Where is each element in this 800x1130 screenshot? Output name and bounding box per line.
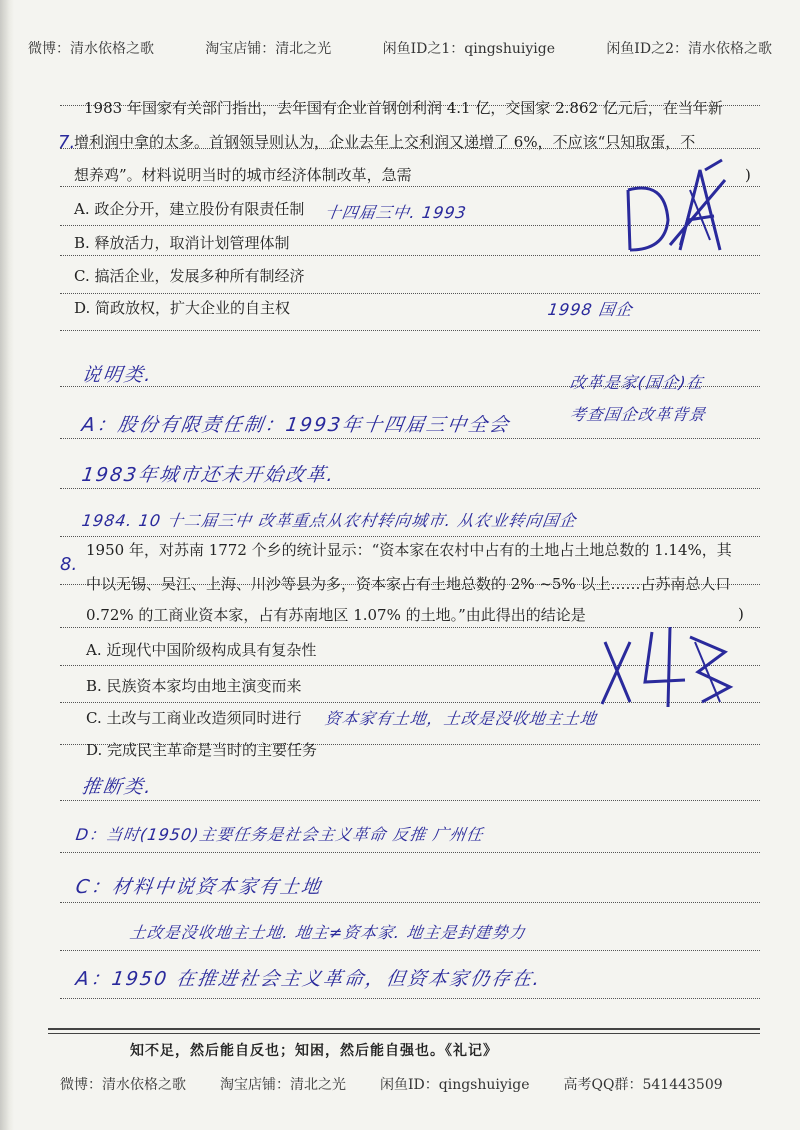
header-weibo: 微博：清水依格之歌 [28, 41, 154, 57]
answer-paren: ) [745, 166, 751, 184]
ruled-line [60, 998, 760, 999]
footer-qq-group: 高考QQ群：541443509 [563, 1077, 723, 1093]
question-7-stem-line: 1983 年国家有关部门指出，去年国有企业首钢创利润 4.1 亿，交国家 2.862 亿元后，在当年新 [84, 99, 723, 117]
note-q7-line-3: 1984. 10 十二届三中 改革重点从农村转向城市. 从农业转向国企 [80, 511, 578, 530]
note-q8-line-3: 土改是没收地主土地. 地主≠资本家. 地主是封建势力 [128, 923, 527, 942]
question-7-option-b: B. 释放活力，取消计划管理体制 [74, 234, 290, 252]
question-7-option-a: A. 政企分开，建立股份有限责任制 [74, 200, 305, 218]
header-taobao: 淘宝店铺：清北之光 [205, 41, 332, 57]
question-7-option-c: C. 搞活企业，发展多种所有制经济 [74, 267, 305, 285]
note-q7-beside-d: 1998 国企 [546, 300, 635, 319]
note-q7-line-2: 1983年城市还未开始改革. [80, 464, 337, 486]
note-q8-line-2: C：材料中说资本家有土地 [74, 876, 324, 898]
note-q8-heading: 推断类. [80, 776, 155, 798]
motto: 知不足，然后能自反也；知困，然后能自强也。《礼记》 [130, 1043, 498, 1059]
header-xianyu-2: 闲鱼ID之2：清水依格之歌 [606, 41, 772, 57]
note-q7-beside-a: 十四届三中. 1993 [323, 203, 469, 222]
note-q8-beside-c: 资本家有土地，土改是没收地主土地 [323, 709, 599, 728]
answer-scribble-q8 [590, 612, 740, 712]
ruled-line [60, 852, 760, 853]
footer-weibo: 微博：清水依格之歌 [60, 1077, 186, 1093]
note-q7-right-top: 改革是家(国企)在 [568, 373, 705, 392]
ruled-line [60, 800, 760, 801]
footer-xianyu: 闲鱼ID：qingshuiyige [380, 1077, 530, 1093]
question-8-stem-line: 0.72% 的工商业资本家，占有苏南地区 1.07% 的土地。”由此得出的结论是 [86, 606, 586, 624]
page-header [28, 38, 772, 60]
question-8-stem-line: 1950 年，对苏南 1772 个乡的统计显示：“资本家在农村中占有的土地占土地总数的 1.14%，其 [86, 541, 732, 559]
ruled-line [60, 902, 760, 903]
note-q8-line-4: A：1950 在推进社会主义革命，但资本家仍存在. [74, 968, 543, 990]
ruled-line [60, 293, 760, 294]
question-7-number: 7. [58, 132, 76, 153]
note-q8-line-1: D：当时(1950)主要任务是社会主义革命 反推 广州任 [74, 825, 485, 844]
question-7-stem-line: 想养鸡”。材料说明当时的城市经济体制改革，急需 [74, 166, 412, 184]
answer-scribble-q7 [610, 150, 740, 260]
question-8-option-d: D. 完成民主革命是当时的主要任务 [86, 741, 318, 759]
header-xianyu-1: 闲鱼ID之1：qingshuiyige [382, 41, 556, 57]
footer-taobao: 淘宝店铺：清北之光 [220, 1077, 346, 1093]
ruled-line [60, 438, 760, 439]
question-8-option-a: A. 近现代中国阶级构成具有复杂性 [86, 641, 317, 659]
page-footer [60, 1074, 760, 1096]
question-7-stem-line: 增利润中拿的太多。首钢领导则认为，企业去年上交利润又递增了 6%，不应该“只知取蛋，不 [74, 133, 696, 151]
ruled-line [60, 950, 760, 951]
ruled-line [60, 488, 760, 489]
question-8-option-c: C. 土改与工商业改造须同时进行 [86, 709, 302, 727]
note-q7-right-bottom: 考查国企改革背景 [568, 405, 708, 424]
footer-divider [48, 1028, 760, 1034]
page-edge [0, 0, 14, 1130]
note-q7-heading: 说明类. [80, 364, 155, 386]
ruled-line [60, 330, 760, 331]
answer-paren: ) [738, 605, 744, 623]
question-8-option-b: B. 民族资本家均由地主演变而来 [86, 677, 302, 695]
note-q7-line-1: A：股份有限责任制：1993年十四届三中全会 [80, 414, 512, 436]
question-7-option-d: D. 简政放权，扩大企业的自主权 [74, 299, 291, 317]
ruled-line [60, 536, 760, 537]
question-8-number: 8. [60, 554, 78, 575]
question-8-stem-line: 中以无锡、吴江、上海、川沙等县为多，资本家占有土地总数的 2% ~5% 以上……占苏南总人口 [86, 575, 731, 593]
